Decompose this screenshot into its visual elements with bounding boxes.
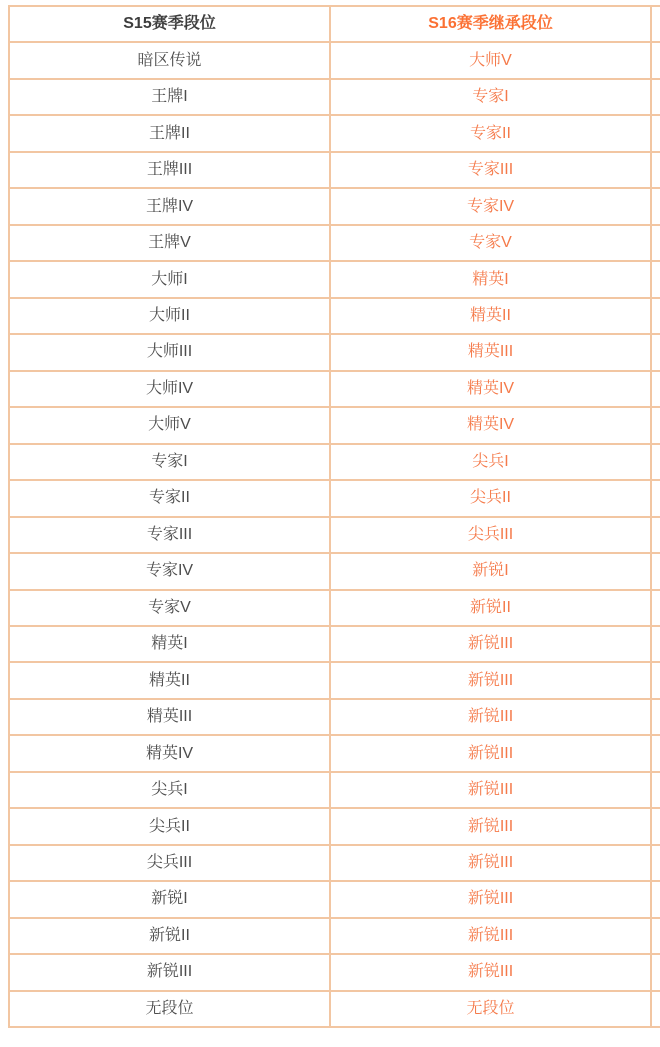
column-header-s15-rank: S15赛季段位 bbox=[10, 7, 331, 41]
s15-rank-cell: 王牌IV bbox=[10, 189, 331, 223]
clipped-column-stub bbox=[652, 846, 660, 880]
clipped-column-stub bbox=[652, 226, 660, 260]
table-row bbox=[10, 919, 660, 955]
s16-rank-cell: 无段位 bbox=[331, 992, 652, 1026]
s15-rank-cell: 专家V bbox=[10, 591, 331, 625]
clipped-column-stub bbox=[652, 882, 660, 916]
table-row bbox=[10, 299, 660, 335]
s15-rank-cell: 暗区传说 bbox=[10, 43, 331, 77]
clipped-column-stub bbox=[652, 554, 660, 588]
table-row bbox=[10, 518, 660, 554]
table-header-row bbox=[10, 7, 660, 43]
table-row bbox=[10, 992, 660, 1026]
s16-rank-cell: 精英IV bbox=[331, 408, 652, 442]
table-row bbox=[10, 153, 660, 189]
s16-rank-cell: 新锐III bbox=[331, 955, 652, 989]
s15-rank-cell: 大师I bbox=[10, 262, 331, 296]
table-row bbox=[10, 262, 660, 298]
clipped-column-stub bbox=[652, 262, 660, 296]
s16-rank-cell: 精英II bbox=[331, 299, 652, 333]
clipped-column-stub bbox=[652, 992, 660, 1026]
s15-rank-cell: 尖兵I bbox=[10, 773, 331, 807]
clipped-column-stub bbox=[652, 153, 660, 187]
clipped-column-stub bbox=[652, 43, 660, 77]
s15-rank-cell: 新锐II bbox=[10, 919, 331, 953]
clipped-column-stub bbox=[652, 736, 660, 770]
clipped-column-stub bbox=[652, 919, 660, 953]
table-row bbox=[10, 736, 660, 772]
s16-rank-cell: 精英IV bbox=[331, 372, 652, 406]
table-row bbox=[10, 955, 660, 991]
clipped-column-stub bbox=[652, 7, 660, 41]
s16-rank-cell: 专家II bbox=[331, 116, 652, 150]
clipped-column-stub bbox=[652, 700, 660, 734]
s15-rank-cell: 王牌V bbox=[10, 226, 331, 260]
s16-rank-cell: 精英III bbox=[331, 335, 652, 369]
s16-rank-cell: 新锐III bbox=[331, 809, 652, 843]
s15-rank-cell: 专家III bbox=[10, 518, 331, 552]
rank-inheritance-table bbox=[8, 5, 660, 1028]
table-row bbox=[10, 116, 660, 152]
table-row bbox=[10, 700, 660, 736]
table-row bbox=[10, 846, 660, 882]
s15-rank-cell: 尖兵III bbox=[10, 846, 331, 880]
table-row bbox=[10, 591, 660, 627]
clipped-column-stub bbox=[652, 955, 660, 989]
s16-rank-cell: 新锐III bbox=[331, 846, 652, 880]
s16-rank-cell: 新锐III bbox=[331, 919, 652, 953]
clipped-column-stub bbox=[652, 481, 660, 515]
table-row bbox=[10, 773, 660, 809]
s16-rank-cell: 专家IV bbox=[331, 189, 652, 223]
table-row bbox=[10, 627, 660, 663]
clipped-column-stub bbox=[652, 773, 660, 807]
s16-rank-cell: 新锐III bbox=[331, 736, 652, 770]
s15-rank-cell: 大师II bbox=[10, 299, 331, 333]
s15-rank-cell: 王牌III bbox=[10, 153, 331, 187]
table-row bbox=[10, 554, 660, 590]
clipped-column-stub bbox=[652, 591, 660, 625]
s16-rank-cell: 精英I bbox=[331, 262, 652, 296]
clipped-column-stub bbox=[652, 335, 660, 369]
clipped-column-stub bbox=[652, 372, 660, 406]
s16-rank-cell: 专家I bbox=[331, 80, 652, 114]
s16-rank-cell: 尖兵II bbox=[331, 481, 652, 515]
s15-rank-cell: 大师V bbox=[10, 408, 331, 442]
clipped-column-stub bbox=[652, 809, 660, 843]
clipped-column-stub bbox=[652, 408, 660, 442]
s15-rank-cell: 专家I bbox=[10, 445, 331, 479]
s16-rank-cell: 新锐II bbox=[331, 591, 652, 625]
s16-rank-cell: 专家III bbox=[331, 153, 652, 187]
clipped-column-stub bbox=[652, 299, 660, 333]
table-row bbox=[10, 663, 660, 699]
s16-rank-cell: 尖兵I bbox=[331, 445, 652, 479]
s16-rank-cell: 新锐III bbox=[331, 700, 652, 734]
s16-rank-cell: 新锐III bbox=[331, 773, 652, 807]
table-row bbox=[10, 189, 660, 225]
s15-rank-cell: 精英I bbox=[10, 627, 331, 661]
table-row bbox=[10, 43, 660, 79]
table-row bbox=[10, 445, 660, 481]
clipped-column-stub bbox=[652, 663, 660, 697]
s15-rank-cell: 大师IV bbox=[10, 372, 331, 406]
clipped-column-stub bbox=[652, 518, 660, 552]
s15-rank-cell: 新锐III bbox=[10, 955, 331, 989]
s15-rank-cell: 王牌I bbox=[10, 80, 331, 114]
clipped-column-stub bbox=[652, 189, 660, 223]
s16-rank-cell: 新锐III bbox=[331, 663, 652, 697]
table-row bbox=[10, 80, 660, 116]
clipped-column-stub bbox=[652, 445, 660, 479]
s16-rank-cell: 新锐III bbox=[331, 882, 652, 916]
s15-rank-cell: 新锐I bbox=[10, 882, 331, 916]
table-row bbox=[10, 809, 660, 845]
s15-rank-cell: 精英II bbox=[10, 663, 331, 697]
s16-rank-cell: 尖兵III bbox=[331, 518, 652, 552]
s16-rank-cell: 大师V bbox=[331, 43, 652, 77]
table-row bbox=[10, 408, 660, 444]
table-row bbox=[10, 372, 660, 408]
s15-rank-cell: 王牌II bbox=[10, 116, 331, 150]
clipped-column-stub bbox=[652, 116, 660, 150]
s16-rank-cell: 新锐III bbox=[331, 627, 652, 661]
s16-rank-cell: 专家V bbox=[331, 226, 652, 260]
clipped-column-stub bbox=[652, 627, 660, 661]
s15-rank-cell: 尖兵II bbox=[10, 809, 331, 843]
s15-rank-cell: 精英IV bbox=[10, 736, 331, 770]
s16-rank-cell: 新锐I bbox=[331, 554, 652, 588]
s15-rank-cell: 无段位 bbox=[10, 992, 331, 1026]
s15-rank-cell: 专家II bbox=[10, 481, 331, 515]
column-header-s16-inherited-rank: S16赛季继承段位 bbox=[331, 7, 652, 41]
clipped-column-stub bbox=[652, 80, 660, 114]
table-row bbox=[10, 882, 660, 918]
table-row bbox=[10, 335, 660, 371]
table-row bbox=[10, 226, 660, 262]
s15-rank-cell: 大师III bbox=[10, 335, 331, 369]
s15-rank-cell: 专家IV bbox=[10, 554, 331, 588]
s15-rank-cell: 精英III bbox=[10, 700, 331, 734]
table-row bbox=[10, 481, 660, 517]
